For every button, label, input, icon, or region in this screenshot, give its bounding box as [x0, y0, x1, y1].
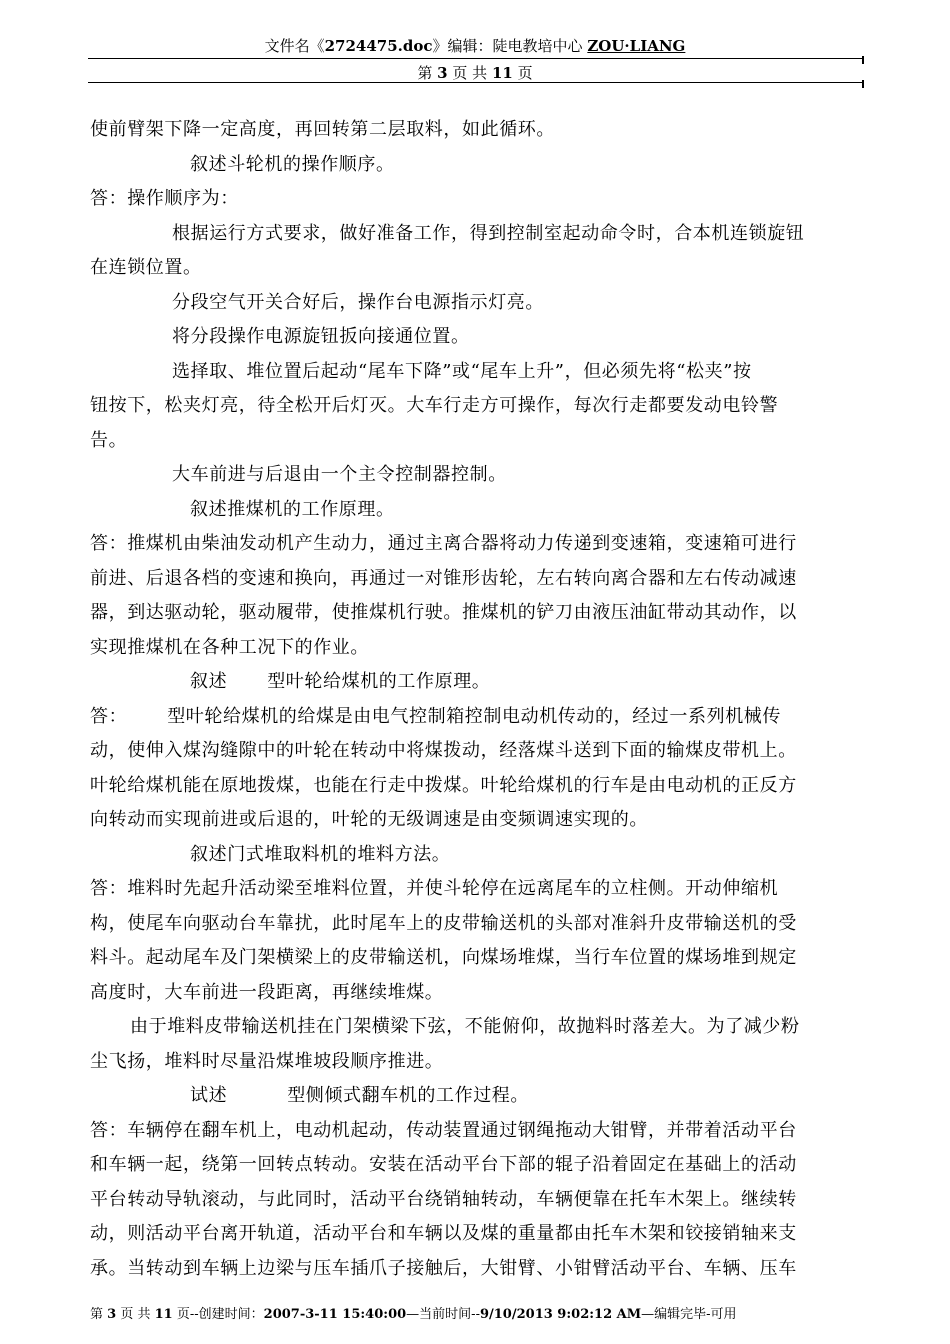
footer-created-time: 2007-3-11 15:40:00 [263, 1307, 407, 1322]
document-footer [90, 1306, 737, 1324]
question-heading: 叙述斗轮机的操作顺序。 [190, 153, 395, 175]
paragraph-line: 钮按下，松夹灯亮，待全松开后灯灭。大车行走方可操作，每次行走都要发动电铃警 [90, 395, 779, 416]
paragraph-line: 向转动而实现前进或后退的，叶轮的无级调速是由变频调速实现的。 [90, 809, 648, 830]
question-heading: 叙述门式堆取料机的堆料方法。 [190, 843, 451, 865]
header-filename: 2724475.doc [324, 37, 433, 55]
paragraph-line: 承。当转动到车辆上边梁与压车插爪子接触后，大钳臂、小钳臂活动平台、车辆、压车 [90, 1257, 797, 1279]
footer-current-label: —当前时间-- [406, 1307, 480, 1322]
answer-line: 答：推煤机由柴油发动机产生动力，通过主离合器将动力传递到变速箱，变速箱可进行 [90, 533, 797, 554]
question-heading: 叙述推煤机的工作原理。 [190, 498, 395, 520]
paragraph-line: 大车前进与后退由一个主令控制器控制。 [172, 464, 507, 485]
answer-line: 答：堆料时先起升活动梁至堆料位置，并使斗轮停在远离尾车的立柱侧。开动伸缩机 [90, 878, 779, 899]
paragraph-line: 动，则活动平台离开轨道，活动平台和车辆以及煤的重量都由托车木架和铰接销轴来支 [90, 1223, 797, 1244]
paragraph-line: 将分段操作电源旋钮扳向接通位置。 [172, 326, 470, 347]
header-prefix: 文件名《 [264, 37, 325, 55]
answer-line: 答：操作顺序为： [90, 188, 239, 209]
footer-created-label: 页--创建时间： [176, 1307, 264, 1322]
footer-word-ye-gong: 页 共 [120, 1307, 151, 1322]
document-body [90, 113, 855, 1286]
paragraph-line: 和车辆一起，绕第一回转点转动。安装在活动平台下部的辊子沿着固定在基础上的活动 [90, 1154, 797, 1175]
header-author: ZOU·LIANG [587, 37, 686, 55]
page-total: 11 [491, 64, 513, 82]
page-indicator [0, 63, 950, 83]
document-header [0, 36, 950, 56]
paragraph-line: 前进、后退各档的变速和换向，再通过一对锥形齿轮，左右转向离合器和左右传动减速 [90, 567, 797, 589]
page-word-ye-gong: 页 共 [452, 64, 488, 82]
paragraph-line: 料斗。起动尾车及门架横梁上的皮带输送机，向煤场堆煤，当行车位置的煤场堆到规定 [90, 947, 797, 968]
answer-label: 答： [90, 705, 128, 727]
answer-line: 答：车辆停在翻车机上，电动机起动，传动装置通过钢绳拖动大钳臂，并带着活动平台 [90, 1119, 797, 1141]
header-rule-bottom [88, 82, 863, 83]
answer-line [90, 700, 855, 735]
footer-page-total: 11 [154, 1307, 173, 1322]
paragraph-line: 实现推煤机在各种工况下的作业。 [90, 636, 369, 658]
paragraph-line: 分段空气开关合好后，操作台电源指示灯亮。 [172, 291, 544, 313]
paragraph-line: 构，使尾车向驱动台车靠扰，此时尾车上的皮带输送机的头部对准斜升皮带输送机的受 [90, 912, 797, 934]
paragraph-line: 动，使伸入煤沟缝隙中的叶轮在转动中将煤拨动，经落煤斗送到下面的输煤皮带机上。 [90, 740, 797, 761]
answer-rest: 型叶轮给煤机的给煤是由电气控制箱控制电动机传动的，经过一系列机械传 [167, 705, 781, 727]
paragraph-line: 使前臂架下降一定高度，再回转第二层取料，如此循环。 [90, 119, 555, 140]
paragraph-line: 告。 [90, 429, 128, 451]
header-rule-top [88, 58, 863, 59]
question-word: 试述 [190, 1085, 228, 1106]
paragraph-line: 叶轮给煤机能在原地拨煤，也能在行走中拨煤。叶轮给煤机的行车是由电动机的正反方 [90, 774, 797, 796]
question-heading [90, 665, 855, 700]
question-rest: 型叶轮给煤机的工作原理。 [267, 671, 491, 692]
footer-page-number: 3 [107, 1307, 117, 1322]
paragraph-line: 选择取、堆位置后起动“尾车下降”或“尾车上升”，但必须先将“松夹”按 [172, 360, 752, 382]
paragraph-line: 器，到达驱动轮，驱动履带，使推煤机行驶。推煤机的铲刀由液压油缸带动其动作，以 [90, 602, 797, 623]
question-word: 叙述 [190, 671, 228, 692]
page-word-di: 第 [417, 64, 433, 82]
paragraph-line: 在连锁位置。 [90, 257, 202, 278]
paragraph-line: 高度时，大车前进一段距离，再继续堆煤。 [90, 981, 444, 1003]
footer-current-time: 9/10/2013 9:02:12 AM [479, 1307, 642, 1322]
header-editor: 》编辑：陡电教培中心 [432, 37, 588, 55]
paragraph-line: 由于堆料皮带输送机挂在门架横梁下弦，不能俯仰，故抛料时落差大。为了减少粉 [130, 1016, 800, 1037]
paragraph-line: 尘飞扬，堆料时尽量沿煤堆坡段顺序推进。 [90, 1050, 444, 1072]
footer-status: —编辑完毕-可用 [641, 1307, 737, 1322]
paragraph-line: 根据运行方式要求，做好准备工作，得到控制室起动命令时，合本机连锁旋钮 [172, 222, 805, 244]
footer-word-di: 第 [90, 1307, 104, 1322]
page-number: 3 [437, 64, 448, 82]
header-rule-tick [862, 80, 864, 88]
question-heading [90, 1079, 855, 1114]
page-word-ye: 页 [517, 64, 533, 82]
question-rest: 型侧倾式翻车机的工作过程。 [287, 1085, 530, 1106]
paragraph-line: 平台转动导轨滚动，与此同时，活动平台绕销轴转动，车辆便靠在托车木架上。继续转 [90, 1188, 797, 1210]
